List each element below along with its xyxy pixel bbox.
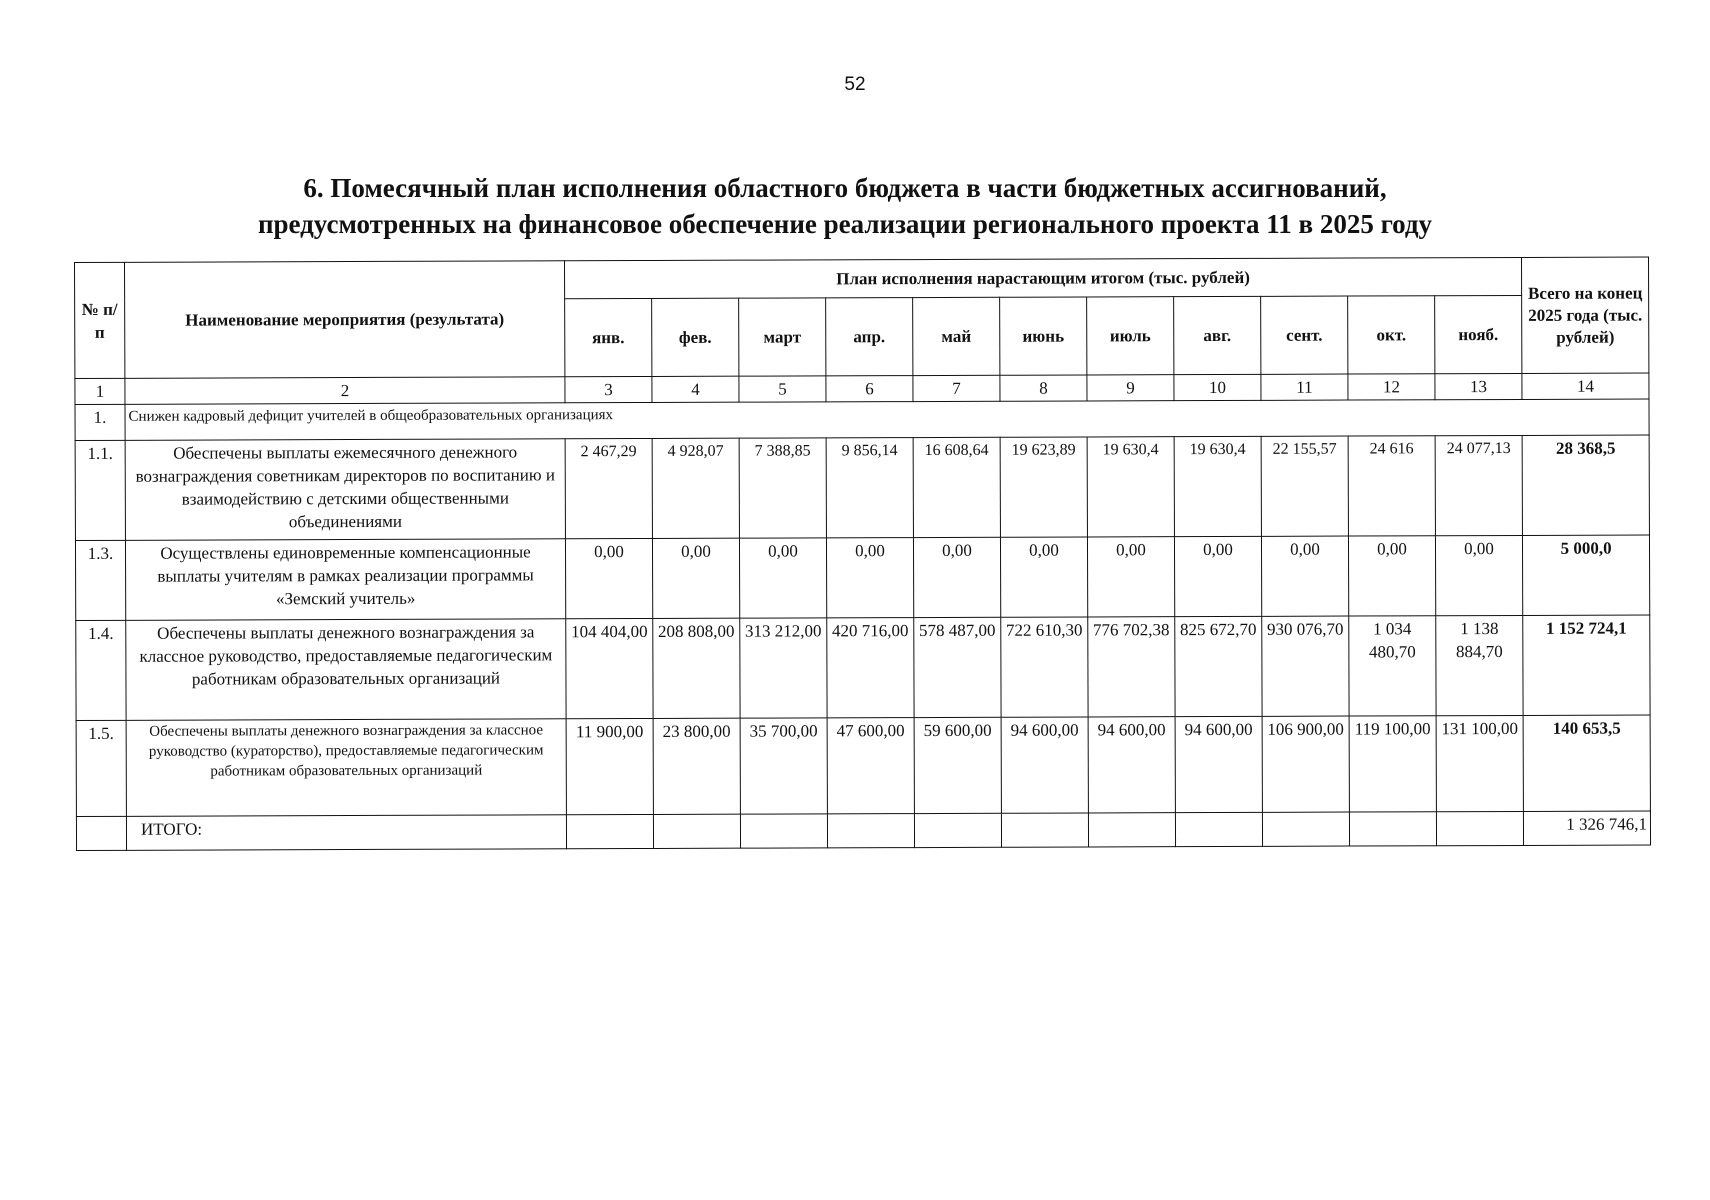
column-number: 10 <box>1174 374 1261 400</box>
header-month: авг. <box>1174 296 1261 374</box>
row-value: 23 800,00 <box>653 718 740 814</box>
header-month: июль <box>1087 297 1174 375</box>
row-value: 94 600,00 <box>1088 717 1175 813</box>
row-value: 7 388,85 <box>739 438 826 538</box>
column-number: 8 <box>1000 375 1087 401</box>
row-value: 94 600,00 <box>1175 716 1262 812</box>
row-value: 24 077,13 <box>1435 435 1522 535</box>
row-value: 578 487,00 <box>914 617 1001 717</box>
row-value: 16 608,64 <box>913 437 1000 537</box>
column-number: 3 <box>565 376 652 402</box>
row-value: 0,00 <box>1087 537 1174 617</box>
row-name: Осуществлены единовременные компенсационные выплаты учителям в рамках реализации программы «Земский учитель» <box>125 539 565 621</box>
row-value: 420 716,00 <box>827 618 914 718</box>
row-value: 59 600,00 <box>914 717 1001 813</box>
document-title <box>200 170 1490 242</box>
row-value: 0,00 <box>739 538 826 618</box>
table-row <box>76 615 1650 720</box>
row-value: 722 610,30 <box>1001 617 1088 717</box>
header-month: май <box>913 297 1000 375</box>
total-empty-cell <box>1349 812 1436 846</box>
total-empty-cell <box>1175 812 1262 846</box>
section-title: Снижен кадровый дефицит учителей в общеобразовательных организациях <box>125 399 1649 440</box>
header-month: фев. <box>652 298 739 376</box>
header-month: нояб. <box>1435 295 1522 373</box>
header-name: Наименование мероприятия (результата) <box>125 261 565 379</box>
column-number: 9 <box>1087 375 1174 401</box>
row-value: 930 076,70 <box>1262 616 1349 716</box>
row-value: 19 630,4 <box>1087 437 1174 537</box>
row-num: 1.1. <box>75 440 125 540</box>
table-row <box>75 435 1649 540</box>
row-num: 1.3. <box>75 540 125 620</box>
document-title-line-1: 6. Помесячный план исполнения областного бюджета в части бюджетных ассигнований, <box>303 173 1387 203</box>
row-value: 208 808,00 <box>653 618 740 718</box>
header-month: сент. <box>1261 296 1348 374</box>
row-value: 0,00 <box>1174 536 1261 616</box>
total-empty-cell <box>566 814 653 848</box>
row-value: 0,00 <box>652 538 739 618</box>
total-num-cell <box>76 816 126 850</box>
document-title-line-2: предусмотренных на финансовое обеспечение реализации регионального проекта 11 в 2025 году <box>257 209 1433 239</box>
total-empty-cell <box>1436 811 1523 845</box>
column-number: 6 <box>826 376 913 402</box>
header-month: март <box>739 298 826 376</box>
column-number: 4 <box>652 376 739 402</box>
row-value: 1 138 884,70 <box>1436 615 1523 715</box>
total-empty-cell <box>914 813 1001 847</box>
row-value: 4 928,07 <box>652 438 739 538</box>
section-num: 1. <box>75 404 125 440</box>
header-plan-group: План исполнения нарастающим итогом (тыс. рублей) <box>564 257 1521 298</box>
row-value: 47 600,00 <box>827 718 914 814</box>
row-value: 1 034 480,70 <box>1349 616 1436 716</box>
row-name: Обеспечены выплаты денежного вознаграждения за классное руководство (кураторство), предоставляемые педагогическим работникам образовательных организаций <box>126 719 566 817</box>
row-total: 28 368,5 <box>1522 435 1649 535</box>
table-row <box>75 535 1649 620</box>
column-number: 7 <box>913 375 1000 401</box>
row-value: 313 212,00 <box>740 618 827 718</box>
row-value: 0,00 <box>1348 536 1435 616</box>
row-value: 0,00 <box>913 537 1000 617</box>
header-month: апр. <box>826 298 913 376</box>
grand-total: 1 326 746,1 <box>1523 811 1650 845</box>
row-value: 0,00 <box>1000 537 1087 617</box>
total-empty-cell <box>1262 812 1349 846</box>
section-row <box>75 399 1649 440</box>
total-empty-cell <box>653 814 740 848</box>
table-row <box>76 715 1650 816</box>
budget-plan-table <box>74 257 1651 851</box>
row-value: 119 100,00 <box>1349 716 1436 812</box>
total-row <box>76 811 1650 850</box>
row-value: 0,00 <box>1261 536 1348 616</box>
column-number: 2 <box>125 377 565 405</box>
row-name: Обеспечены выплаты денежного вознаграждения за классное руководство, предоставляемые педагогическим работникам образовательных организаций <box>126 619 566 721</box>
column-number: 11 <box>1261 374 1348 400</box>
row-total: 5 000,0 <box>1523 535 1650 615</box>
row-value: 11 900,00 <box>566 718 653 814</box>
row-value: 131 100,00 <box>1436 715 1523 811</box>
row-value: 776 702,38 <box>1088 617 1175 717</box>
total-label: ИТОГО: <box>126 815 566 851</box>
total-empty-cell <box>740 814 827 848</box>
header-total: Всего на конец 2025 года (тыс. рублей) <box>1522 257 1649 373</box>
row-value: 19 623,89 <box>1000 437 1087 537</box>
header-month: янв. <box>565 298 652 376</box>
total-empty-cell <box>827 814 914 848</box>
row-total: 1 152 724,1 <box>1523 615 1650 715</box>
column-number: 14 <box>1522 373 1649 399</box>
row-total: 140 653,5 <box>1523 715 1650 811</box>
row-value: 22 155,57 <box>1261 436 1348 536</box>
row-num: 1.5. <box>76 720 126 816</box>
row-value: 35 700,00 <box>740 718 827 814</box>
row-num: 1.4. <box>76 620 126 720</box>
row-name: Обеспечены выплаты ежемесячного денежного вознаграждения советникам директоров по воспитанию и взаимодействию с детскими общественными объединениями <box>125 439 565 541</box>
row-value: 0,00 <box>1435 535 1522 615</box>
row-value: 94 600,00 <box>1001 717 1088 813</box>
column-number: 5 <box>739 376 826 402</box>
header-month: июнь <box>1000 297 1087 375</box>
header-month: окт. <box>1348 296 1435 374</box>
row-value: 104 404,00 <box>566 618 653 718</box>
row-value: 2 467,29 <box>565 438 652 538</box>
row-value: 19 630,4 <box>1174 436 1261 536</box>
row-value: 24 616 <box>1348 436 1435 536</box>
page-number: 52 <box>844 74 866 95</box>
total-empty-cell <box>1001 813 1088 847</box>
total-empty-cell <box>1088 813 1175 847</box>
column-number: 13 <box>1435 373 1522 399</box>
row-value: 0,00 <box>826 538 913 618</box>
row-value: 0,00 <box>565 538 652 618</box>
row-value: 106 900,00 <box>1262 716 1349 812</box>
column-number: 12 <box>1348 374 1435 400</box>
row-value: 825 672,70 <box>1175 616 1262 716</box>
header-num: № п/п <box>75 262 125 378</box>
column-number: 1 <box>75 378 125 404</box>
row-value: 9 856,14 <box>826 438 913 538</box>
